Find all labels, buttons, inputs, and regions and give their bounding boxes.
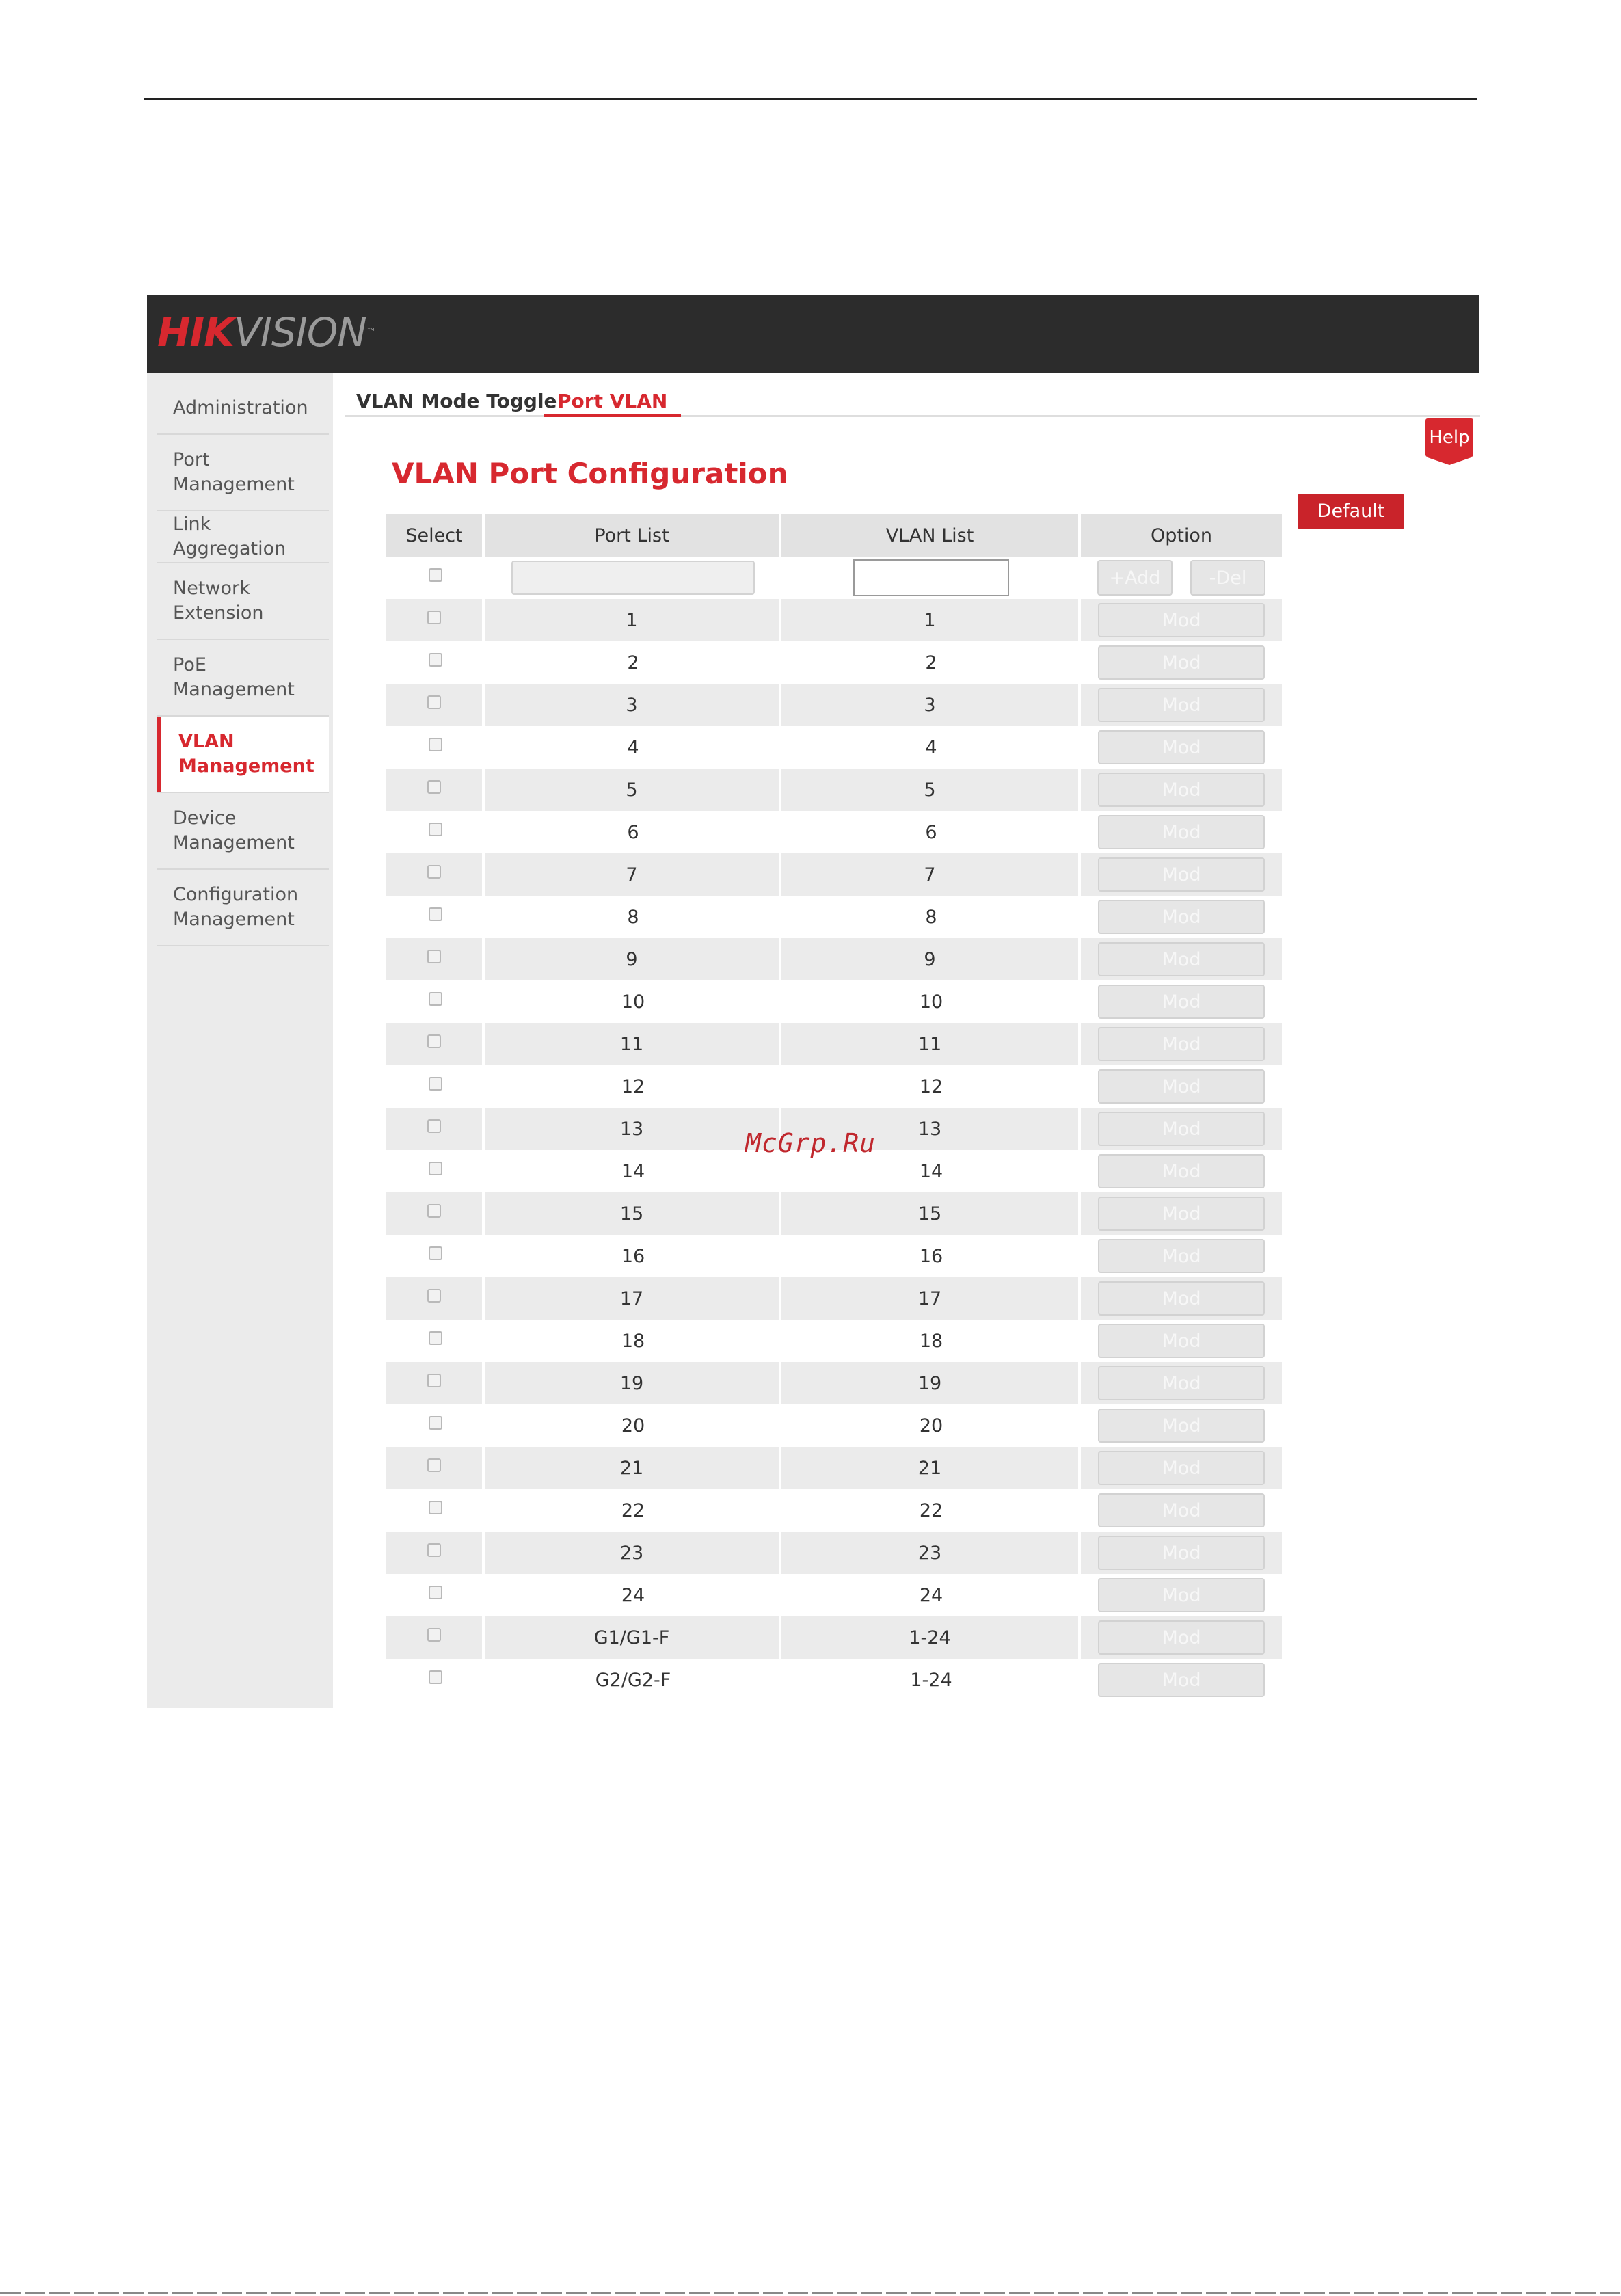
mod-button[interactable]: Mod bbox=[1098, 1069, 1265, 1104]
sidebar-item-label: Configuration Management bbox=[173, 884, 299, 930]
port-list-cell: 16 bbox=[621, 1245, 645, 1267]
mod-button[interactable]: Mod bbox=[1098, 645, 1265, 680]
bottom-rule bbox=[0, 2292, 1621, 2294]
vlan-list-cell: 4 bbox=[925, 736, 937, 758]
table-row bbox=[386, 726, 1282, 769]
vlan-list-cell: 17 bbox=[781, 1277, 1081, 1320]
vlan-list-cell: 11 bbox=[781, 1023, 1081, 1065]
table-row bbox=[386, 1235, 1282, 1277]
port-list-cell: 19 bbox=[485, 1362, 781, 1404]
sidebar-item-poe-management[interactable] bbox=[157, 640, 329, 717]
option-cell bbox=[1081, 1277, 1282, 1320]
row-checkbox[interactable] bbox=[429, 1331, 442, 1345]
sidebar-item-network-extension[interactable] bbox=[157, 563, 329, 640]
port-list-cell: 5 bbox=[485, 769, 781, 811]
vlan-list-cell: 6 bbox=[925, 821, 937, 843]
row-checkbox[interactable] bbox=[427, 695, 441, 709]
port-list-cell: 8 bbox=[627, 906, 639, 928]
table-row bbox=[386, 1320, 1282, 1362]
vlan-list-input[interactable] bbox=[853, 559, 1009, 596]
row-checkbox[interactable] bbox=[427, 1289, 441, 1303]
table-row bbox=[386, 769, 1282, 811]
port-list-cell: 9 bbox=[485, 938, 781, 980]
logo-vision: VISION bbox=[234, 309, 366, 356]
port-list-cell: 18 bbox=[621, 1330, 645, 1352]
port-list-cell: 20 bbox=[621, 1415, 645, 1437]
option-cell bbox=[1081, 1404, 1282, 1447]
vlan-list-cell: 19 bbox=[781, 1362, 1081, 1404]
sidebar-item-label: VLAN Management bbox=[178, 731, 314, 777]
option-cell bbox=[1081, 896, 1282, 938]
select-cell bbox=[386, 641, 485, 684]
option-cell bbox=[1081, 1489, 1282, 1532]
select-cell bbox=[386, 896, 485, 938]
column-header-port-list: Port List bbox=[485, 514, 781, 557]
port-list-cell: 1 bbox=[485, 599, 781, 641]
mod-button[interactable]: Mod bbox=[1098, 1493, 1265, 1527]
mod-button[interactable]: Mod bbox=[1098, 1409, 1265, 1443]
row-checkbox[interactable] bbox=[429, 653, 442, 667]
mod-button[interactable]: Mod bbox=[1098, 730, 1265, 764]
sidebar bbox=[147, 373, 333, 1708]
mod-button[interactable]: Mod bbox=[1098, 900, 1265, 934]
option-cell bbox=[1081, 1532, 1282, 1574]
table-row bbox=[386, 1192, 1282, 1235]
table-row bbox=[386, 641, 1282, 684]
option-cell bbox=[1081, 1659, 1282, 1701]
vlan-list-cell: 21 bbox=[781, 1447, 1081, 1489]
select-cell bbox=[386, 599, 485, 641]
vlan-list-cell: 7 bbox=[781, 853, 1081, 896]
table-row bbox=[386, 853, 1282, 896]
option-cell bbox=[1081, 980, 1282, 1023]
port-list-cell: 23 bbox=[485, 1532, 781, 1574]
option-cell bbox=[1081, 726, 1282, 769]
mod-button[interactable]: Mod bbox=[1098, 1578, 1265, 1612]
row-checkbox[interactable] bbox=[429, 1501, 442, 1514]
mod-button[interactable]: Mod bbox=[1098, 1154, 1265, 1188]
table-header-row bbox=[386, 514, 1282, 557]
row-checkbox[interactable] bbox=[427, 950, 441, 963]
row-checkbox[interactable] bbox=[429, 1416, 442, 1430]
select-cell bbox=[386, 853, 485, 896]
port-list-cell: 12 bbox=[621, 1076, 645, 1097]
table-row bbox=[386, 1659, 1282, 1701]
default-button[interactable]: Default bbox=[1298, 494, 1404, 529]
port-list-cell: 13 bbox=[485, 1108, 781, 1150]
select-cell bbox=[386, 684, 485, 726]
port-list-input[interactable] bbox=[511, 561, 755, 595]
row-checkbox[interactable] bbox=[429, 738, 442, 751]
app-window bbox=[147, 295, 1479, 1708]
table-row bbox=[386, 938, 1282, 980]
mod-button[interactable]: Mod bbox=[1098, 1366, 1265, 1400]
vlan-list-cell: 1-24 bbox=[910, 1669, 952, 1691]
mod-button[interactable]: Mod bbox=[1098, 688, 1265, 722]
table-row bbox=[386, 1362, 1282, 1404]
row-checkbox[interactable] bbox=[429, 1246, 442, 1260]
port-list-cell: 10 bbox=[621, 991, 645, 1013]
vlan-list-cell: 22 bbox=[919, 1499, 943, 1521]
vlan-list-cell: 8 bbox=[925, 906, 937, 928]
select-cell bbox=[386, 1192, 485, 1235]
select-cell bbox=[386, 1404, 485, 1447]
vlan-list-cell: 9 bbox=[781, 938, 1081, 980]
mod-button[interactable]: Mod bbox=[1098, 985, 1265, 1019]
sidebar-item-administration[interactable] bbox=[157, 383, 329, 435]
logo-hik: HIK bbox=[157, 309, 235, 356]
select-cell bbox=[386, 1235, 485, 1277]
delete-button[interactable]: -Del bbox=[1190, 560, 1265, 596]
table-row bbox=[386, 1447, 1282, 1489]
row-checkbox[interactable] bbox=[429, 1670, 442, 1684]
mod-button[interactable]: Mod bbox=[1098, 1281, 1265, 1316]
row-checkbox[interactable] bbox=[427, 1458, 441, 1472]
mod-button[interactable]: Mod bbox=[1098, 942, 1265, 976]
row-checkbox[interactable] bbox=[429, 823, 442, 836]
select-cell bbox=[386, 1532, 485, 1574]
select-cell bbox=[386, 1277, 485, 1320]
vlan-list-cell: 1-24 bbox=[781, 1616, 1081, 1659]
help-button[interactable]: Help bbox=[1425, 418, 1473, 457]
port-list-cell: 21 bbox=[485, 1447, 781, 1489]
vlan-list-cell: 10 bbox=[919, 991, 943, 1013]
mod-button[interactable]: Mod bbox=[1098, 1620, 1265, 1655]
select-cell bbox=[386, 1574, 485, 1616]
port-list-cell: 7 bbox=[485, 853, 781, 896]
option-cell bbox=[1081, 1447, 1282, 1489]
port-list-cell: 6 bbox=[627, 821, 639, 843]
sidebar-item-port-management[interactable] bbox=[157, 435, 329, 511]
mod-button[interactable]: Mod bbox=[1098, 773, 1265, 807]
table-row bbox=[386, 1489, 1282, 1532]
option-cell bbox=[1081, 938, 1282, 980]
row-checkbox[interactable] bbox=[429, 1586, 442, 1599]
option-cell bbox=[1081, 769, 1282, 811]
option-cell bbox=[1081, 557, 1282, 599]
option-cell bbox=[1081, 853, 1282, 896]
row-checkbox[interactable] bbox=[429, 907, 442, 921]
table-input-row bbox=[386, 557, 1282, 599]
option-cell bbox=[1081, 641, 1282, 684]
port-list-cell: G1/G1-F bbox=[485, 1616, 781, 1659]
port-list-cell: 15 bbox=[485, 1192, 781, 1235]
select-all-checkbox[interactable] bbox=[429, 568, 442, 582]
option-cell bbox=[1081, 684, 1282, 726]
table-row bbox=[386, 684, 1282, 726]
row-checkbox[interactable] bbox=[427, 1628, 441, 1642]
select-cell bbox=[386, 811, 485, 853]
table-row bbox=[386, 811, 1282, 853]
column-header-option: Option bbox=[1150, 524, 1213, 546]
vlan-port-table bbox=[386, 514, 1282, 1701]
row-checkbox[interactable] bbox=[429, 992, 442, 1006]
sidebar-item-label: PoE Management bbox=[173, 654, 295, 700]
row-checkbox[interactable] bbox=[429, 1077, 442, 1091]
option-cell bbox=[1081, 1574, 1282, 1616]
select-cell bbox=[386, 1320, 485, 1362]
mod-button[interactable]: Mod bbox=[1098, 1239, 1265, 1273]
mod-button[interactable]: Mod bbox=[1098, 1027, 1265, 1061]
row-checkbox[interactable] bbox=[429, 1162, 442, 1175]
select-cell bbox=[386, 980, 485, 1023]
select-cell bbox=[386, 1362, 485, 1404]
option-cell bbox=[1081, 1235, 1282, 1277]
sidebar-item-label: Link Aggregation bbox=[173, 513, 286, 559]
port-list-cell: 3 bbox=[485, 684, 781, 726]
sidebar-item-vlan-management[interactable] bbox=[157, 717, 329, 793]
row-checkbox[interactable] bbox=[427, 1119, 441, 1133]
vlan-list-cell: 20 bbox=[919, 1415, 943, 1437]
row-checkbox[interactable] bbox=[427, 1543, 441, 1557]
mod-button[interactable]: Mod bbox=[1098, 1451, 1265, 1485]
table-row bbox=[386, 1404, 1282, 1447]
column-header-vlan-list: VLAN List bbox=[781, 514, 1081, 557]
table-row bbox=[386, 980, 1282, 1023]
hikvision-logo bbox=[157, 305, 375, 360]
table-row bbox=[386, 896, 1282, 938]
column-header-select: Select bbox=[386, 514, 485, 557]
vlan-list-cell: 23 bbox=[781, 1532, 1081, 1574]
select-cell bbox=[386, 1108, 485, 1150]
vlan-list-cell: 12 bbox=[919, 1076, 943, 1097]
option-cell bbox=[1081, 1023, 1282, 1065]
vlan-list-cell: 14 bbox=[919, 1160, 943, 1182]
select-cell bbox=[386, 938, 485, 980]
vlan-list-cell: 16 bbox=[919, 1245, 943, 1267]
table-row bbox=[386, 1277, 1282, 1320]
add-button[interactable]: +Add bbox=[1097, 560, 1173, 596]
port-list-cell: 17 bbox=[485, 1277, 781, 1320]
watermark: McGrp.Ru bbox=[745, 1128, 876, 1158]
header-bar bbox=[147, 295, 1479, 373]
select-cell bbox=[386, 1150, 485, 1192]
row-checkbox[interactable] bbox=[427, 865, 441, 879]
sidebar-item-label: Port Management bbox=[173, 449, 295, 495]
option-cell bbox=[1081, 1616, 1282, 1659]
sidebar-item-label: Device Management bbox=[173, 807, 295, 853]
port-list-cell: G2/G2-F bbox=[595, 1669, 671, 1691]
port-list-cell: 24 bbox=[621, 1584, 645, 1606]
sidebar-item-device-management[interactable] bbox=[157, 793, 329, 870]
option-cell bbox=[1081, 811, 1282, 853]
select-cell bbox=[386, 726, 485, 769]
vlan-list-cell: 1 bbox=[781, 599, 1081, 641]
row-checkbox[interactable] bbox=[427, 1034, 441, 1048]
port-input-cell bbox=[485, 557, 781, 599]
tab-vlan-mode-toggle[interactable]: VLAN Mode Toggle bbox=[356, 390, 557, 412]
mod-button[interactable]: Mod bbox=[1098, 603, 1265, 637]
table-row bbox=[386, 599, 1282, 641]
option-cell bbox=[1081, 1362, 1282, 1404]
row-checkbox[interactable] bbox=[427, 1204, 441, 1218]
mod-button[interactable]: Mod bbox=[1098, 1197, 1265, 1231]
option-cell bbox=[1081, 1150, 1282, 1192]
vlan-input-cell bbox=[781, 557, 1081, 599]
select-cell bbox=[386, 557, 485, 599]
mod-button[interactable]: Mod bbox=[1098, 857, 1265, 892]
top-rule bbox=[144, 98, 1477, 100]
table-row bbox=[386, 1616, 1282, 1659]
option-cell bbox=[1081, 1108, 1282, 1150]
sidebar-item-label: Network Extension bbox=[173, 578, 264, 624]
port-list-cell: 14 bbox=[621, 1160, 645, 1182]
table-row bbox=[386, 1574, 1282, 1616]
mod-button[interactable]: Mod bbox=[1098, 1536, 1265, 1570]
select-cell bbox=[386, 1023, 485, 1065]
logo-trademark: ™ bbox=[366, 327, 375, 338]
row-checkbox[interactable] bbox=[427, 780, 441, 794]
table-row bbox=[386, 1023, 1282, 1065]
vlan-list-cell: 13 bbox=[781, 1108, 1081, 1150]
page-title: VLAN Port Configuration bbox=[392, 457, 788, 490]
vlan-list-cell: 15 bbox=[781, 1192, 1081, 1235]
option-cell bbox=[1081, 1320, 1282, 1362]
port-list-cell: 22 bbox=[621, 1499, 645, 1521]
sidebar-item-label: Administration bbox=[173, 397, 308, 418]
table-row bbox=[386, 1065, 1282, 1108]
row-checkbox[interactable] bbox=[427, 1374, 441, 1387]
mod-button[interactable]: Mod bbox=[1098, 1112, 1265, 1146]
option-cell bbox=[1081, 1192, 1282, 1235]
sidebar-item-link-aggregation[interactable] bbox=[157, 511, 329, 563]
port-list-cell: 4 bbox=[627, 736, 639, 758]
select-cell bbox=[386, 1659, 485, 1701]
tab-port-vlan[interactable]: Port VLAN bbox=[544, 391, 681, 417]
select-cell bbox=[386, 769, 485, 811]
vlan-list-cell: 2 bbox=[925, 652, 937, 673]
mod-button[interactable]: Mod bbox=[1098, 1324, 1265, 1358]
vlan-list-cell: 24 bbox=[919, 1584, 943, 1606]
option-cell bbox=[1081, 1065, 1282, 1108]
vlan-list-cell: 5 bbox=[781, 769, 1081, 811]
row-checkbox[interactable] bbox=[427, 611, 441, 624]
option-cell bbox=[1081, 599, 1282, 641]
sidebar-item-configuration-management[interactable] bbox=[157, 870, 329, 946]
tab-bar bbox=[345, 391, 1480, 417]
select-cell bbox=[386, 1616, 485, 1659]
select-cell bbox=[386, 1447, 485, 1489]
mod-button[interactable]: Mod bbox=[1098, 1663, 1265, 1697]
vlan-list-cell: 3 bbox=[781, 684, 1081, 726]
port-list-cell: 11 bbox=[485, 1023, 781, 1065]
mod-button[interactable]: Mod bbox=[1098, 815, 1265, 849]
select-cell bbox=[386, 1065, 485, 1108]
select-cell bbox=[386, 1489, 485, 1532]
vlan-list-cell: 18 bbox=[919, 1330, 943, 1352]
port-list-cell: 2 bbox=[627, 652, 639, 673]
table-row bbox=[386, 1532, 1282, 1574]
